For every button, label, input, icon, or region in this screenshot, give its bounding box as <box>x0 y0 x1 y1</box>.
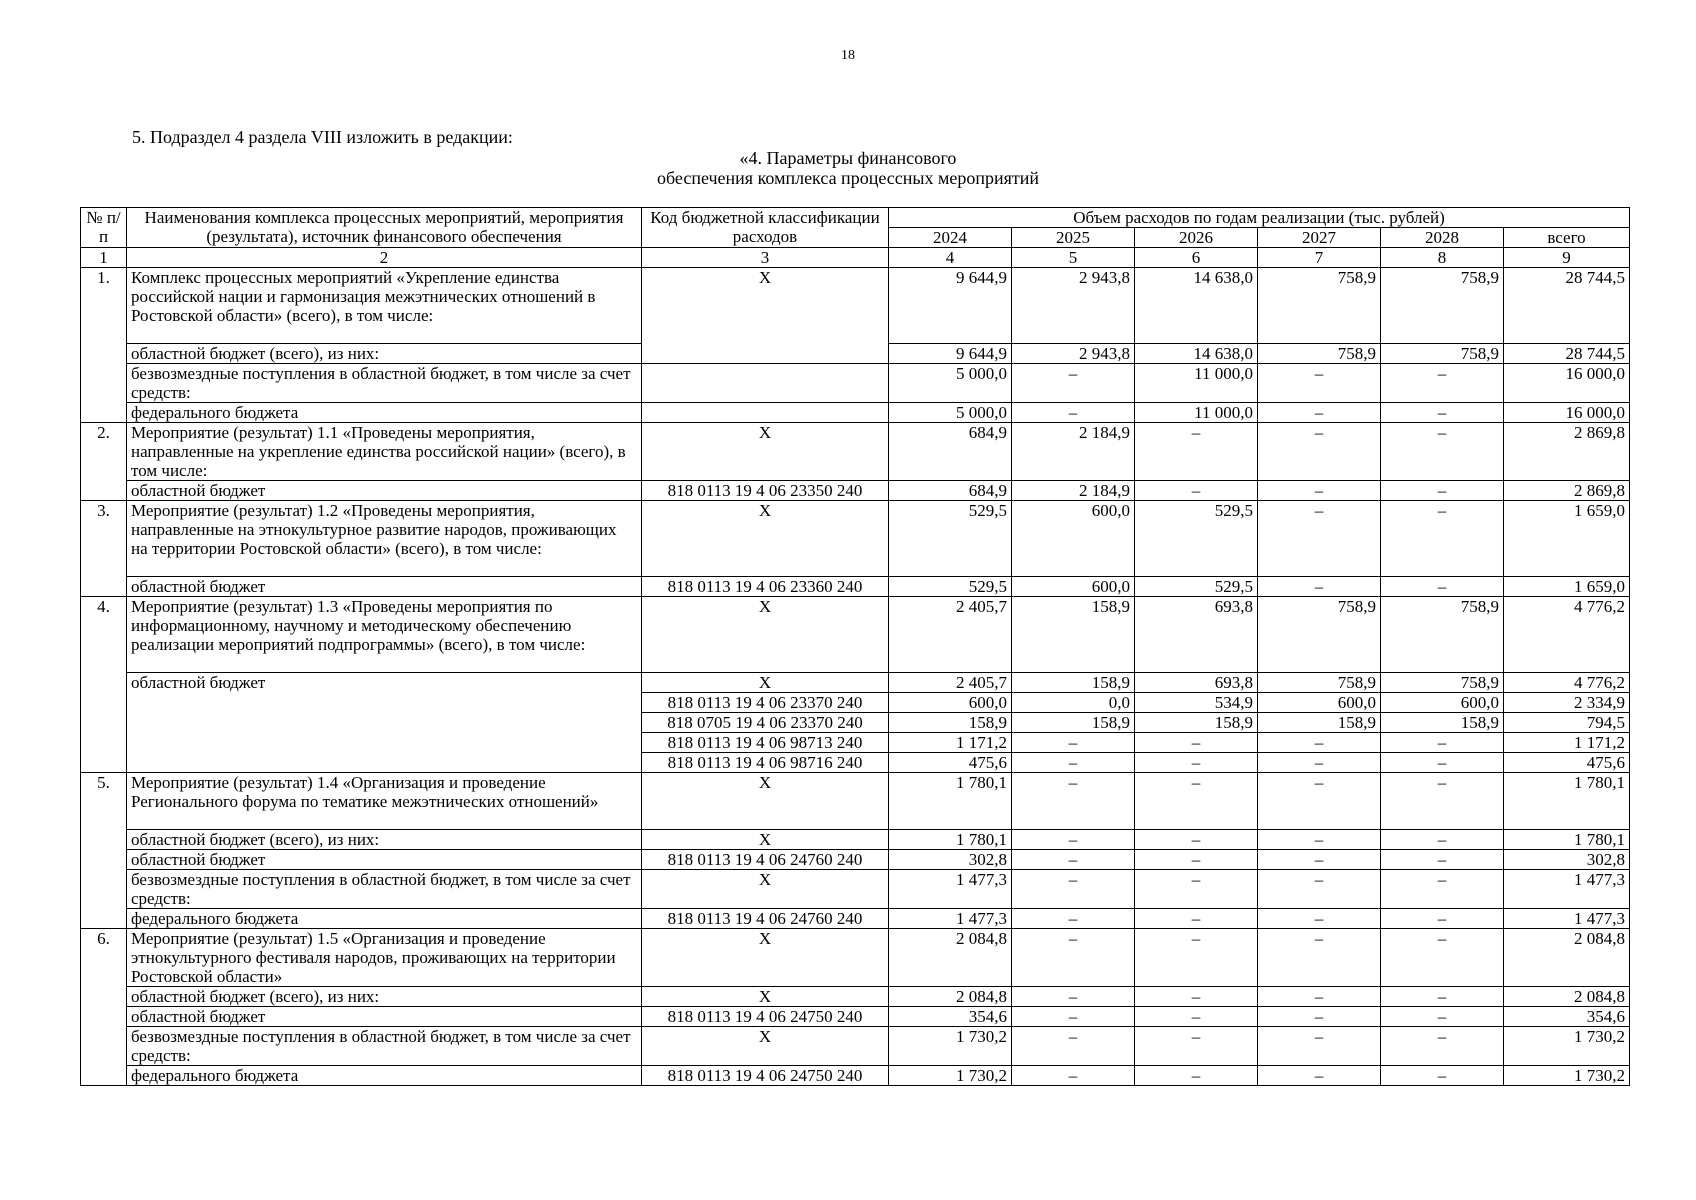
col-index-5: 5 <box>1012 248 1135 268</box>
row-value: 2 184,9 <box>1012 481 1135 501</box>
row-budget-code: X <box>642 1027 889 1066</box>
row-value: 1 477,3 <box>889 909 1012 929</box>
row-value: 9 644,9 <box>889 268 1012 344</box>
row-total: 4 776,2 <box>1504 597 1630 673</box>
row-total: 1 171,2 <box>1504 733 1630 753</box>
row-value: 600,0 <box>889 693 1012 713</box>
row-value: – <box>1135 481 1258 501</box>
row-total: 2 084,8 <box>1504 987 1630 1007</box>
row-value: – <box>1258 481 1381 501</box>
table-row <box>81 773 1630 830</box>
row-total: 1 659,0 <box>1504 577 1630 597</box>
header-year-2025: 2025 <box>1012 228 1135 248</box>
row-name: Мероприятие (результат) 1.2 «Проведены мероприятия, направленные на этнокультурное развитие народов, проживающих на территории Ростовской области» (всего), в том числе: <box>127 501 642 577</box>
col-index-6: 6 <box>1135 248 1258 268</box>
row-name: Мероприятие (результат) 1.1 «Проведены мероприятия, направленные на укрепление единства российской нации» (всего), в том числе: <box>127 423 642 481</box>
row-value: – <box>1135 929 1258 987</box>
table-row <box>81 423 1630 481</box>
row-value: 758,9 <box>1258 597 1381 673</box>
row-value: 2 405,7 <box>889 597 1012 673</box>
row-name: федерального бюджета <box>127 1066 642 1086</box>
row-value: – <box>1381 870 1504 909</box>
col-index-2: 2 <box>127 248 642 268</box>
row-value: – <box>1258 501 1381 577</box>
row-total: 1 730,2 <box>1504 1027 1630 1066</box>
row-value: – <box>1381 403 1504 423</box>
row-value: – <box>1012 909 1135 929</box>
row-total: 16 000,0 <box>1504 403 1630 423</box>
row-budget-code: X <box>642 830 889 850</box>
row-value: – <box>1381 1066 1504 1086</box>
row-total: 354,6 <box>1504 1007 1630 1027</box>
row-value: 2 405,7 <box>889 673 1012 693</box>
table-header <box>81 208 1630 268</box>
table-row <box>81 929 1630 987</box>
row-value: 1 730,2 <box>889 1027 1012 1066</box>
table-row <box>81 403 1630 423</box>
row-total: 1 780,1 <box>1504 830 1630 850</box>
row-name: областной бюджет (всего), из них: <box>127 830 642 850</box>
row-value: 758,9 <box>1381 344 1504 364</box>
row-value: 11 000,0 <box>1135 364 1258 403</box>
row-value: – <box>1258 929 1381 987</box>
row-number: 6. <box>81 929 127 1086</box>
intro-text: 5. Подраздел 4 раздела VIII изложить в редакции: <box>132 127 513 147</box>
row-value: 534,9 <box>1135 693 1258 713</box>
table-row <box>81 1007 1630 1027</box>
header-year-2027: 2027 <box>1258 228 1381 248</box>
table-row <box>81 850 1630 870</box>
row-value: 758,9 <box>1258 344 1381 364</box>
table-row <box>81 481 1630 501</box>
row-budget-code: X <box>642 773 889 830</box>
table-title <box>0 148 1696 188</box>
row-value: – <box>1012 364 1135 403</box>
row-budget-code: X <box>642 870 889 909</box>
row-value: – <box>1381 501 1504 577</box>
row-name: областной бюджет <box>127 673 642 773</box>
row-value: 302,8 <box>889 850 1012 870</box>
row-total: 794,5 <box>1504 713 1630 733</box>
row-value: 2 943,8 <box>1012 268 1135 344</box>
row-value: – <box>1012 850 1135 870</box>
row-value: 758,9 <box>1258 673 1381 693</box>
row-budget-code: X <box>642 501 889 577</box>
header-total: всего <box>1504 228 1630 248</box>
row-value: – <box>1135 987 1258 1007</box>
table-title-line-1: «4. Параметры финансового <box>739 148 957 168</box>
row-value: – <box>1258 830 1381 850</box>
row-value: – <box>1135 1027 1258 1066</box>
row-value: 693,8 <box>1135 673 1258 693</box>
header-name: Наименования комплекса процессных мероприятий, мероприятия (результата), источник финансового обеспечения <box>127 208 642 248</box>
row-budget-code: X <box>642 929 889 987</box>
row-budget-code: X <box>642 673 889 693</box>
row-name: областной бюджет <box>127 850 642 870</box>
row-value: 14 638,0 <box>1135 268 1258 344</box>
header-code: Код бюджетной классификации расходов <box>642 208 889 248</box>
row-budget-code: 818 0113 19 4 06 23360 240 <box>642 577 889 597</box>
row-value: – <box>1135 773 1258 830</box>
row-value: – <box>1258 733 1381 753</box>
row-name: областной бюджет (всего), из них: <box>127 987 642 1007</box>
table-row <box>81 987 1630 1007</box>
row-value: 758,9 <box>1381 673 1504 693</box>
row-budget-code: 818 0705 19 4 06 23370 240 <box>642 713 889 733</box>
row-value: – <box>1381 753 1504 773</box>
row-name: безвозмездные поступления в областной бюджет, в том числе за счет средств: <box>127 364 642 403</box>
row-budget-code: 818 0113 19 4 06 23370 240 <box>642 693 889 713</box>
row-value: – <box>1012 929 1135 987</box>
header-year-2024: 2024 <box>889 228 1012 248</box>
row-value: 1 730,2 <box>889 1066 1012 1086</box>
row-value: 2 184,9 <box>1012 423 1135 481</box>
row-budget-code: 818 0113 19 4 06 98713 240 <box>642 733 889 753</box>
row-value: – <box>1135 733 1258 753</box>
col-index-4: 4 <box>889 248 1012 268</box>
row-budget-code: 818 0113 19 4 06 24750 240 <box>642 1007 889 1027</box>
row-value: 684,9 <box>889 423 1012 481</box>
table-row <box>81 597 1630 673</box>
row-value: 758,9 <box>1381 268 1504 344</box>
row-value: – <box>1135 850 1258 870</box>
row-number: 3. <box>81 501 127 597</box>
row-value: 158,9 <box>1381 713 1504 733</box>
row-budget-code: 818 0113 19 4 06 98716 240 <box>642 753 889 773</box>
row-value: – <box>1012 830 1135 850</box>
row-value: – <box>1381 481 1504 501</box>
row-value: – <box>1012 1007 1135 1027</box>
row-value: 693,8 <box>1135 597 1258 673</box>
row-total: 2 869,8 <box>1504 481 1630 501</box>
row-budget-code: X <box>642 987 889 1007</box>
row-budget-code <box>642 403 889 423</box>
row-value: 354,6 <box>889 1007 1012 1027</box>
row-value: – <box>1381 733 1504 753</box>
row-value: – <box>1012 1066 1135 1086</box>
row-name: Комплекс процессных мероприятий «Укрепление единства российской нации и гармонизация межэтнических отношений в Ростовской области» (всего), в том числе: <box>127 268 642 344</box>
row-value: – <box>1135 1007 1258 1027</box>
row-value: – <box>1135 830 1258 850</box>
row-name: Мероприятие (результат) 1.4 «Организация и проведение Регионального форума по тематике межэтнических отношений» <box>127 773 642 830</box>
row-value: 5 000,0 <box>889 364 1012 403</box>
row-value: – <box>1135 423 1258 481</box>
row-number: 2. <box>81 423 127 501</box>
row-value: – <box>1012 987 1135 1007</box>
row-value: 0,0 <box>1012 693 1135 713</box>
financial-table <box>80 207 1630 1086</box>
row-budget-code: X <box>642 423 889 481</box>
row-value: 14 638,0 <box>1135 344 1258 364</box>
row-value: – <box>1258 1027 1381 1066</box>
row-total: 28 744,5 <box>1504 268 1630 344</box>
row-value: – <box>1012 733 1135 753</box>
row-budget-code: 818 0113 19 4 06 24760 240 <box>642 909 889 929</box>
row-value: 5 000,0 <box>889 403 1012 423</box>
row-value: 758,9 <box>1258 268 1381 344</box>
row-value: 2 943,8 <box>1012 344 1135 364</box>
col-index-7: 7 <box>1258 248 1381 268</box>
row-value: – <box>1381 364 1504 403</box>
row-budget-code: X <box>642 268 889 364</box>
table-row <box>81 364 1630 403</box>
row-value: 158,9 <box>1135 713 1258 733</box>
row-value: 158,9 <box>1012 597 1135 673</box>
page-number: 18 <box>841 48 855 63</box>
row-name: безвозмездные поступления в областной бюджет, в том числе за счет средств: <box>127 1027 642 1066</box>
row-value: – <box>1135 753 1258 773</box>
col-index-3: 3 <box>642 248 889 268</box>
row-value: 1 171,2 <box>889 733 1012 753</box>
row-budget-code <box>642 364 889 403</box>
table-row <box>81 268 1630 344</box>
row-value: 158,9 <box>889 713 1012 733</box>
row-value: 158,9 <box>1012 713 1135 733</box>
row-value: – <box>1135 1066 1258 1086</box>
row-budget-code: 818 0113 19 4 06 24760 240 <box>642 850 889 870</box>
row-value: – <box>1258 403 1381 423</box>
row-number: 5. <box>81 773 127 929</box>
row-value: – <box>1258 850 1381 870</box>
row-value: 1 780,1 <box>889 773 1012 830</box>
row-value: – <box>1258 870 1381 909</box>
row-name: областной бюджет <box>127 577 642 597</box>
table-title-line-2: обеспечения комплекса процессных мероприятий <box>656 168 1040 188</box>
row-value: – <box>1381 987 1504 1007</box>
row-total: 28 744,5 <box>1504 344 1630 364</box>
row-value: 2 084,8 <box>889 929 1012 987</box>
row-value: 9 644,9 <box>889 344 1012 364</box>
row-name: областной бюджет <box>127 481 642 501</box>
row-total: 2 869,8 <box>1504 423 1630 481</box>
row-value: – <box>1012 403 1135 423</box>
row-budget-code: X <box>642 597 889 673</box>
row-total: 1 659,0 <box>1504 501 1630 577</box>
row-total: 2 334,9 <box>1504 693 1630 713</box>
row-value: – <box>1381 1027 1504 1066</box>
row-value: – <box>1381 850 1504 870</box>
row-value: 600,0 <box>1258 693 1381 713</box>
table-row <box>81 1066 1630 1086</box>
row-value: 529,5 <box>1135 501 1258 577</box>
table-row <box>81 1027 1630 1066</box>
row-value: 11 000,0 <box>1135 403 1258 423</box>
col-index-1: 1 <box>81 248 127 268</box>
row-value: – <box>1381 773 1504 830</box>
row-value: – <box>1381 423 1504 481</box>
row-value: – <box>1135 909 1258 929</box>
row-total: 1 730,2 <box>1504 1066 1630 1086</box>
row-value: 2 084,8 <box>889 987 1012 1007</box>
row-value: – <box>1381 929 1504 987</box>
row-value: – <box>1258 909 1381 929</box>
table-row <box>81 501 1630 577</box>
row-total: 1 477,3 <box>1504 870 1630 909</box>
row-total: 475,6 <box>1504 753 1630 773</box>
row-value: 600,0 <box>1012 501 1135 577</box>
table-body <box>81 268 1630 1086</box>
table-row <box>81 909 1630 929</box>
row-value: 758,9 <box>1381 597 1504 673</box>
row-value: – <box>1258 1007 1381 1027</box>
row-value: – <box>1381 830 1504 850</box>
header-year-2026: 2026 <box>1135 228 1258 248</box>
row-value: – <box>1012 753 1135 773</box>
row-value: – <box>1258 577 1381 597</box>
row-value: 529,5 <box>1135 577 1258 597</box>
row-value: – <box>1381 909 1504 929</box>
row-value: 529,5 <box>889 577 1012 597</box>
row-value: 529,5 <box>889 501 1012 577</box>
row-value: – <box>1258 1066 1381 1086</box>
col-index-9: 9 <box>1504 248 1630 268</box>
row-value: 600,0 <box>1381 693 1504 713</box>
row-name: безвозмездные поступления в областной бюджет, в том числе за счет средств: <box>127 870 642 909</box>
row-value: – <box>1258 773 1381 830</box>
col-index-8: 8 <box>1381 248 1504 268</box>
row-value: – <box>1258 364 1381 403</box>
row-number: 1. <box>81 268 127 423</box>
row-name: федерального бюджета <box>127 403 642 423</box>
row-value: 1 477,3 <box>889 870 1012 909</box>
row-value: 684,9 <box>889 481 1012 501</box>
table-row <box>81 577 1630 597</box>
header-num: № п/п <box>81 208 127 248</box>
row-value: – <box>1381 577 1504 597</box>
row-name: областной бюджет (всего), из них: <box>127 344 642 364</box>
row-name: Мероприятие (результат) 1.5 «Организация и проведение этнокультурного фестиваля народов, проживающих на территории Ростовской области» <box>127 929 642 987</box>
table-row <box>81 870 1630 909</box>
row-total: 16 000,0 <box>1504 364 1630 403</box>
row-total: 1 780,1 <box>1504 773 1630 830</box>
row-total: 1 477,3 <box>1504 909 1630 929</box>
row-value: – <box>1012 1027 1135 1066</box>
row-name: федерального бюджета <box>127 909 642 929</box>
header-year-2028: 2028 <box>1381 228 1504 248</box>
row-value: – <box>1258 753 1381 773</box>
row-budget-code: 818 0113 19 4 06 23350 240 <box>642 481 889 501</box>
row-name: Мероприятие (результат) 1.3 «Проведены мероприятия по информационному, научному и методическому обеспечению реализации мероприятий подпрограммы» (всего), в том числе: <box>127 597 642 673</box>
row-value: – <box>1135 870 1258 909</box>
row-total: 4 776,2 <box>1504 673 1630 693</box>
row-value: – <box>1258 423 1381 481</box>
row-value: 600,0 <box>1012 577 1135 597</box>
row-name: областной бюджет <box>127 1007 642 1027</box>
row-value: 158,9 <box>1258 713 1381 733</box>
table-row <box>81 830 1630 850</box>
row-number: 4. <box>81 597 127 773</box>
row-value: 1 780,1 <box>889 830 1012 850</box>
row-value: 475,6 <box>889 753 1012 773</box>
row-value: – <box>1258 987 1381 1007</box>
row-value: – <box>1012 870 1135 909</box>
row-value: 158,9 <box>1012 673 1135 693</box>
row-total: 302,8 <box>1504 850 1630 870</box>
row-total: 2 084,8 <box>1504 929 1630 987</box>
table-row <box>81 673 1630 693</box>
row-value: – <box>1012 773 1135 830</box>
row-budget-code: 818 0113 19 4 06 24750 240 <box>642 1066 889 1086</box>
header-volume: Объем расходов по годам реализации (тыс. рублей) <box>889 208 1630 228</box>
row-value: – <box>1381 1007 1504 1027</box>
